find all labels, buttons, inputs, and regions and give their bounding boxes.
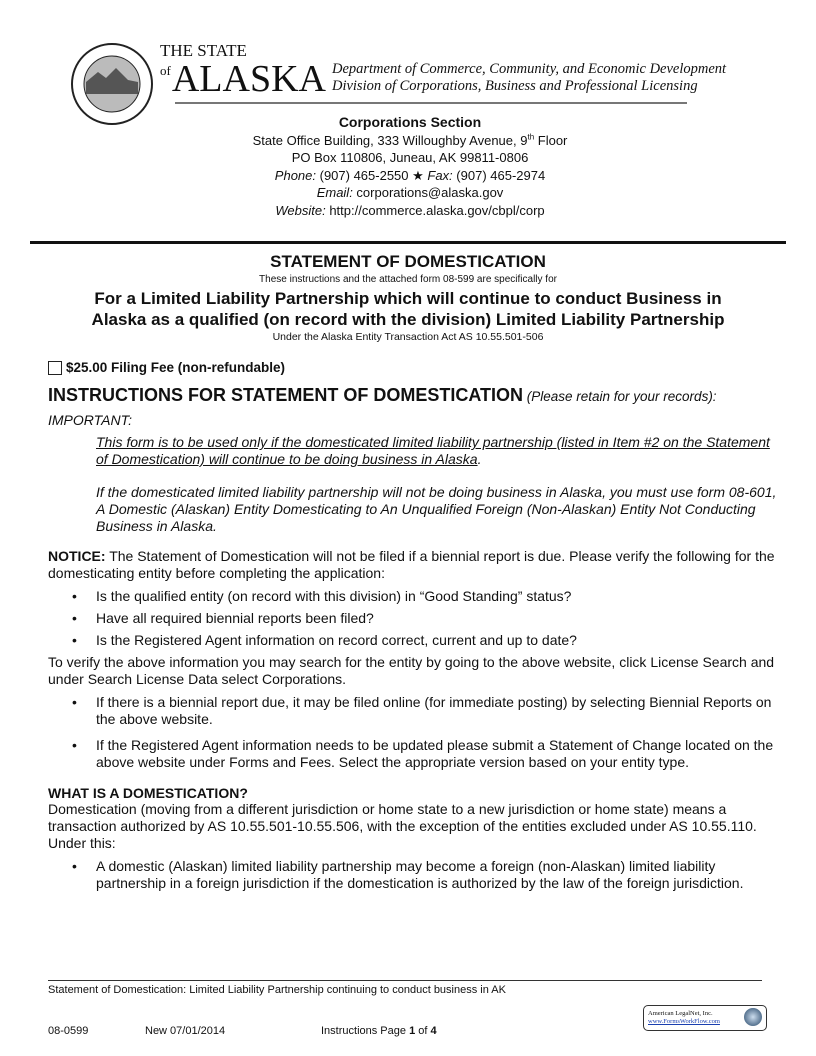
address-line1: State Office Building, 333 Willoughby Avenue, 9th Floor [252, 132, 568, 148]
state-name-row [160, 60, 326, 98]
list-item: • A domestic (Alaskan) limited liability partnership may become a foreign (non-Alaskan) limited liability partnership in a foreign jurisdiction if the domestication is authorized by the law of the foreign jurisdiction. [48, 858, 778, 892]
document-title: STATEMENT OF DOMESTICATION [270, 252, 546, 271]
important-text: This form is to be used only if the domesticated limited liability partnership (listed in Item #2 on the Statement of Domestication) will continue to be doing business in Alaska. [96, 434, 770, 467]
fee-checkbox[interactable] [48, 361, 62, 375]
filing-fee-row [48, 360, 285, 375]
domestication-heading: WHAT IS A DOMESTICATION? [48, 785, 248, 801]
state-of: of [160, 63, 171, 78]
state-wordmark [160, 42, 326, 98]
list-item: • If there is a biennial report due, it may be filed online (for immediate posting) by selecting Biennial Reports on the above website. [48, 694, 778, 728]
list-item: • Is the qualified entity (on record with this division) in “Good Standing” status? [48, 588, 778, 605]
list-item: • Have all required biennial reports been filed? [48, 610, 778, 627]
title-scope: For a Limited Liability Partnership which will continue to conduct Business in Alaska as a qualified (on record with the division) Limited Liability Partnership [91, 289, 725, 329]
notice-list [48, 588, 778, 649]
domestication-text: Domestication (moving from a different jurisdiction or home state to a new jurisdiction or home state) means a transaction authorized by AS 10.55.501-10.55.506, with the exception of the entities excluded under AS 10.55.110. Under this: [48, 801, 757, 851]
notice: NOTICE: The Statement of Domestication will not be filed if a biennial report is due. Please verify the following for the domesticating entity before completing the application: [48, 548, 775, 581]
page-indicator: Instructions Page 1 of 4 [321, 1025, 437, 1037]
contact-block [110, 114, 710, 219]
header-rule [175, 102, 687, 104]
domestication-list [48, 858, 778, 892]
list-item: • If the Registered Agent information needs to be updated please submit a Statement of Change located on the above website under Forms and Fees. Select the appropriate version based on your entity type. [48, 737, 778, 771]
title-sub: These instructions and the attached form 08-599 are specifically for [259, 274, 557, 285]
footer-caption: Statement of Domestication: Limited Liability Partnership continuing to conduct business in AK [48, 984, 506, 996]
department-block [332, 61, 726, 98]
address-line2: PO Box 110806, Juneau, AK 99811-0806 [291, 150, 529, 165]
division: Division of Corporations, Business and Professional Licensing [331, 78, 698, 94]
instructions [48, 385, 778, 897]
state-line: THE STATE [160, 41, 247, 60]
fee-label: $25.00 Filing Fee (non-refundable) [66, 360, 286, 375]
website: Website: http://commerce.alaska.gov/cbpl/corp [275, 202, 545, 218]
alternate-form-note: If the domesticated limited liability partnership will not be doing business in Alaska, you must use form 08-601, A Domestic (Alaskan) Entity Domesticating to An Unqualified Foreign (Non-Alaskan) Entity Not Conducting Business in Alaska. [96, 484, 777, 534]
state-name: ALASKA [171, 58, 326, 100]
verify-text: To verify the above information you may search for the entity by going to the above website, click License Search and under Search License Data select Corporations. [48, 654, 775, 687]
instructions-heading: INSTRUCTIONS FOR STATEMENT OF DOMESTICATION [48, 385, 523, 405]
section-name: Corporations Section [338, 114, 482, 130]
department: Department of Commerce, Community, and Economic Development [331, 61, 727, 77]
form-number: 08-0599 [48, 1025, 89, 1037]
footer-rule [48, 980, 762, 981]
important-label: IMPORTANT: [48, 412, 132, 428]
globe-icon [744, 1008, 762, 1026]
revision-date: New 07/01/2014 [145, 1025, 226, 1037]
verify-list [48, 694, 778, 771]
email: Email: corporations@alaska.gov [316, 185, 504, 200]
phone-fax: Phone: (907) 465-2550 ★ Fax: (907) 465-2974 [274, 167, 546, 183]
title-rule [30, 241, 786, 244]
list-item: • Is the Registered Agent information on record correct, current and up to date? [48, 632, 778, 649]
legalnet-badge[interactable]: American LegalNet, Inc. www.FormsWorkFlow.com [643, 1005, 767, 1031]
letterhead [160, 42, 726, 98]
title-act: Under the Alaska Entity Transaction Act AS 10.55.501-506 [272, 331, 544, 343]
retain-note: (Please retain for your records): [522, 389, 717, 404]
